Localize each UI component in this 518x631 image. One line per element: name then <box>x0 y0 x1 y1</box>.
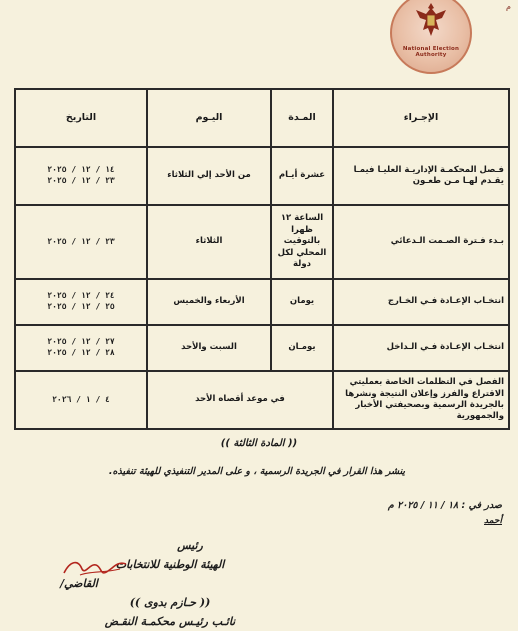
table-header-row <box>15 89 509 147</box>
action-cell: فـصل المحكمـة الإداريـة العليـا فيمـا يقـدم لهـا مـن طعـون <box>333 147 509 205</box>
dates-cell <box>15 325 147 371</box>
header-action: الإجـراء <box>333 89 509 147</box>
day-cell: السبت والأحد <box>147 325 271 371</box>
article-title: (( المادة الثالثة )) <box>220 438 298 449</box>
duration-cell: يومـان <box>271 325 333 371</box>
signature-position: نائـب رئيـس محكمـة النقـض <box>104 615 236 628</box>
date-value: ٢٣ / ١٢ / ٢٠٢٥ <box>47 176 115 185</box>
national-election-authority-seal <box>390 0 472 74</box>
date-value: ٤ / ١ / ٢٠٢٦ <box>52 394 110 404</box>
day-cell: الأربعاء والخميس <box>147 279 271 325</box>
article-body: ينشر هذا القرار في الجريدة الرسمية ، و على المدير التنفيذي للهيئة تنفيذه. <box>108 466 406 477</box>
day-cell: الثلاثاء <box>147 205 271 279</box>
issue-date: صدر في : ١٨ / ١١ / ٢٠٢٥ م <box>387 500 502 511</box>
header-date: التاريخ <box>15 89 147 147</box>
schedule-table <box>14 88 510 430</box>
duration-cell: الساعة ١٢ ظهرا بالتوقيت المحلي لكل دولة <box>271 205 333 279</box>
dates-cell <box>15 279 147 325</box>
table-row <box>15 205 509 279</box>
header-duration: المـدة <box>271 89 333 147</box>
date-value: ٢٣ / ١٢ / ٢٠٢٥ <box>47 236 115 246</box>
action-cell: بـدء فـترة الصـمت الـدعائي <box>333 205 509 279</box>
handwritten-signature-icon <box>60 555 130 581</box>
duration-cell: يومان <box>271 279 333 325</box>
action-cell: الفصل في التظلمات الخاصة بعمليتي الاقتراع والفرز وإعلان النتيجة ونشرها بالجريدة الرسمية وبصحيفتي الأخبار والجمهورية <box>333 371 509 429</box>
dates-cell <box>15 205 147 279</box>
date-value: ١٤ / ١٢ / ٢٠٢٥ <box>47 165 115 175</box>
date-value: ٢٥ / ١٢ / ٢٠٢٥ <box>47 302 115 311</box>
table-row <box>15 371 509 429</box>
clerk-name: أحمد <box>484 516 502 526</box>
signature-name: (( حـازم بدوى )) <box>129 596 211 609</box>
signature-judge-label: القاضي/ <box>60 577 98 590</box>
action-cell: انتخـاب الإعـادة فـي الخـارج <box>333 279 509 325</box>
date-value: ٢٨ / ١٢ / ٢٠٢٥ <box>47 348 115 357</box>
dates-cell <box>15 371 147 429</box>
corner-mark: م <box>506 2 511 11</box>
table-row <box>15 147 509 205</box>
action-cell: انتخـاب الإعـادة فـي الـداخل <box>333 325 509 371</box>
duration-cell: عشرة أيـام <box>271 147 333 205</box>
dates-cell <box>15 147 147 205</box>
signature-authority: الهيئة الوطنية للانتخابات <box>115 558 225 571</box>
day-cell: في موعد أقصاه الأحد <box>147 371 333 429</box>
signature-title: رئيس <box>177 539 203 552</box>
table-row <box>15 325 509 371</box>
table-row <box>15 279 509 325</box>
day-cell: من الأحد إلي الثلاثاء <box>147 147 271 205</box>
eagle-emblem-icon <box>412 0 450 40</box>
date-value: ٢٧ / ١٢ / ٢٠٢٥ <box>47 337 115 347</box>
header-day: اليـوم <box>147 89 271 147</box>
date-value: ٢٤ / ١٢ / ٢٠٢٥ <box>47 291 115 301</box>
seal-caption: National Election Authority <box>402 46 460 58</box>
